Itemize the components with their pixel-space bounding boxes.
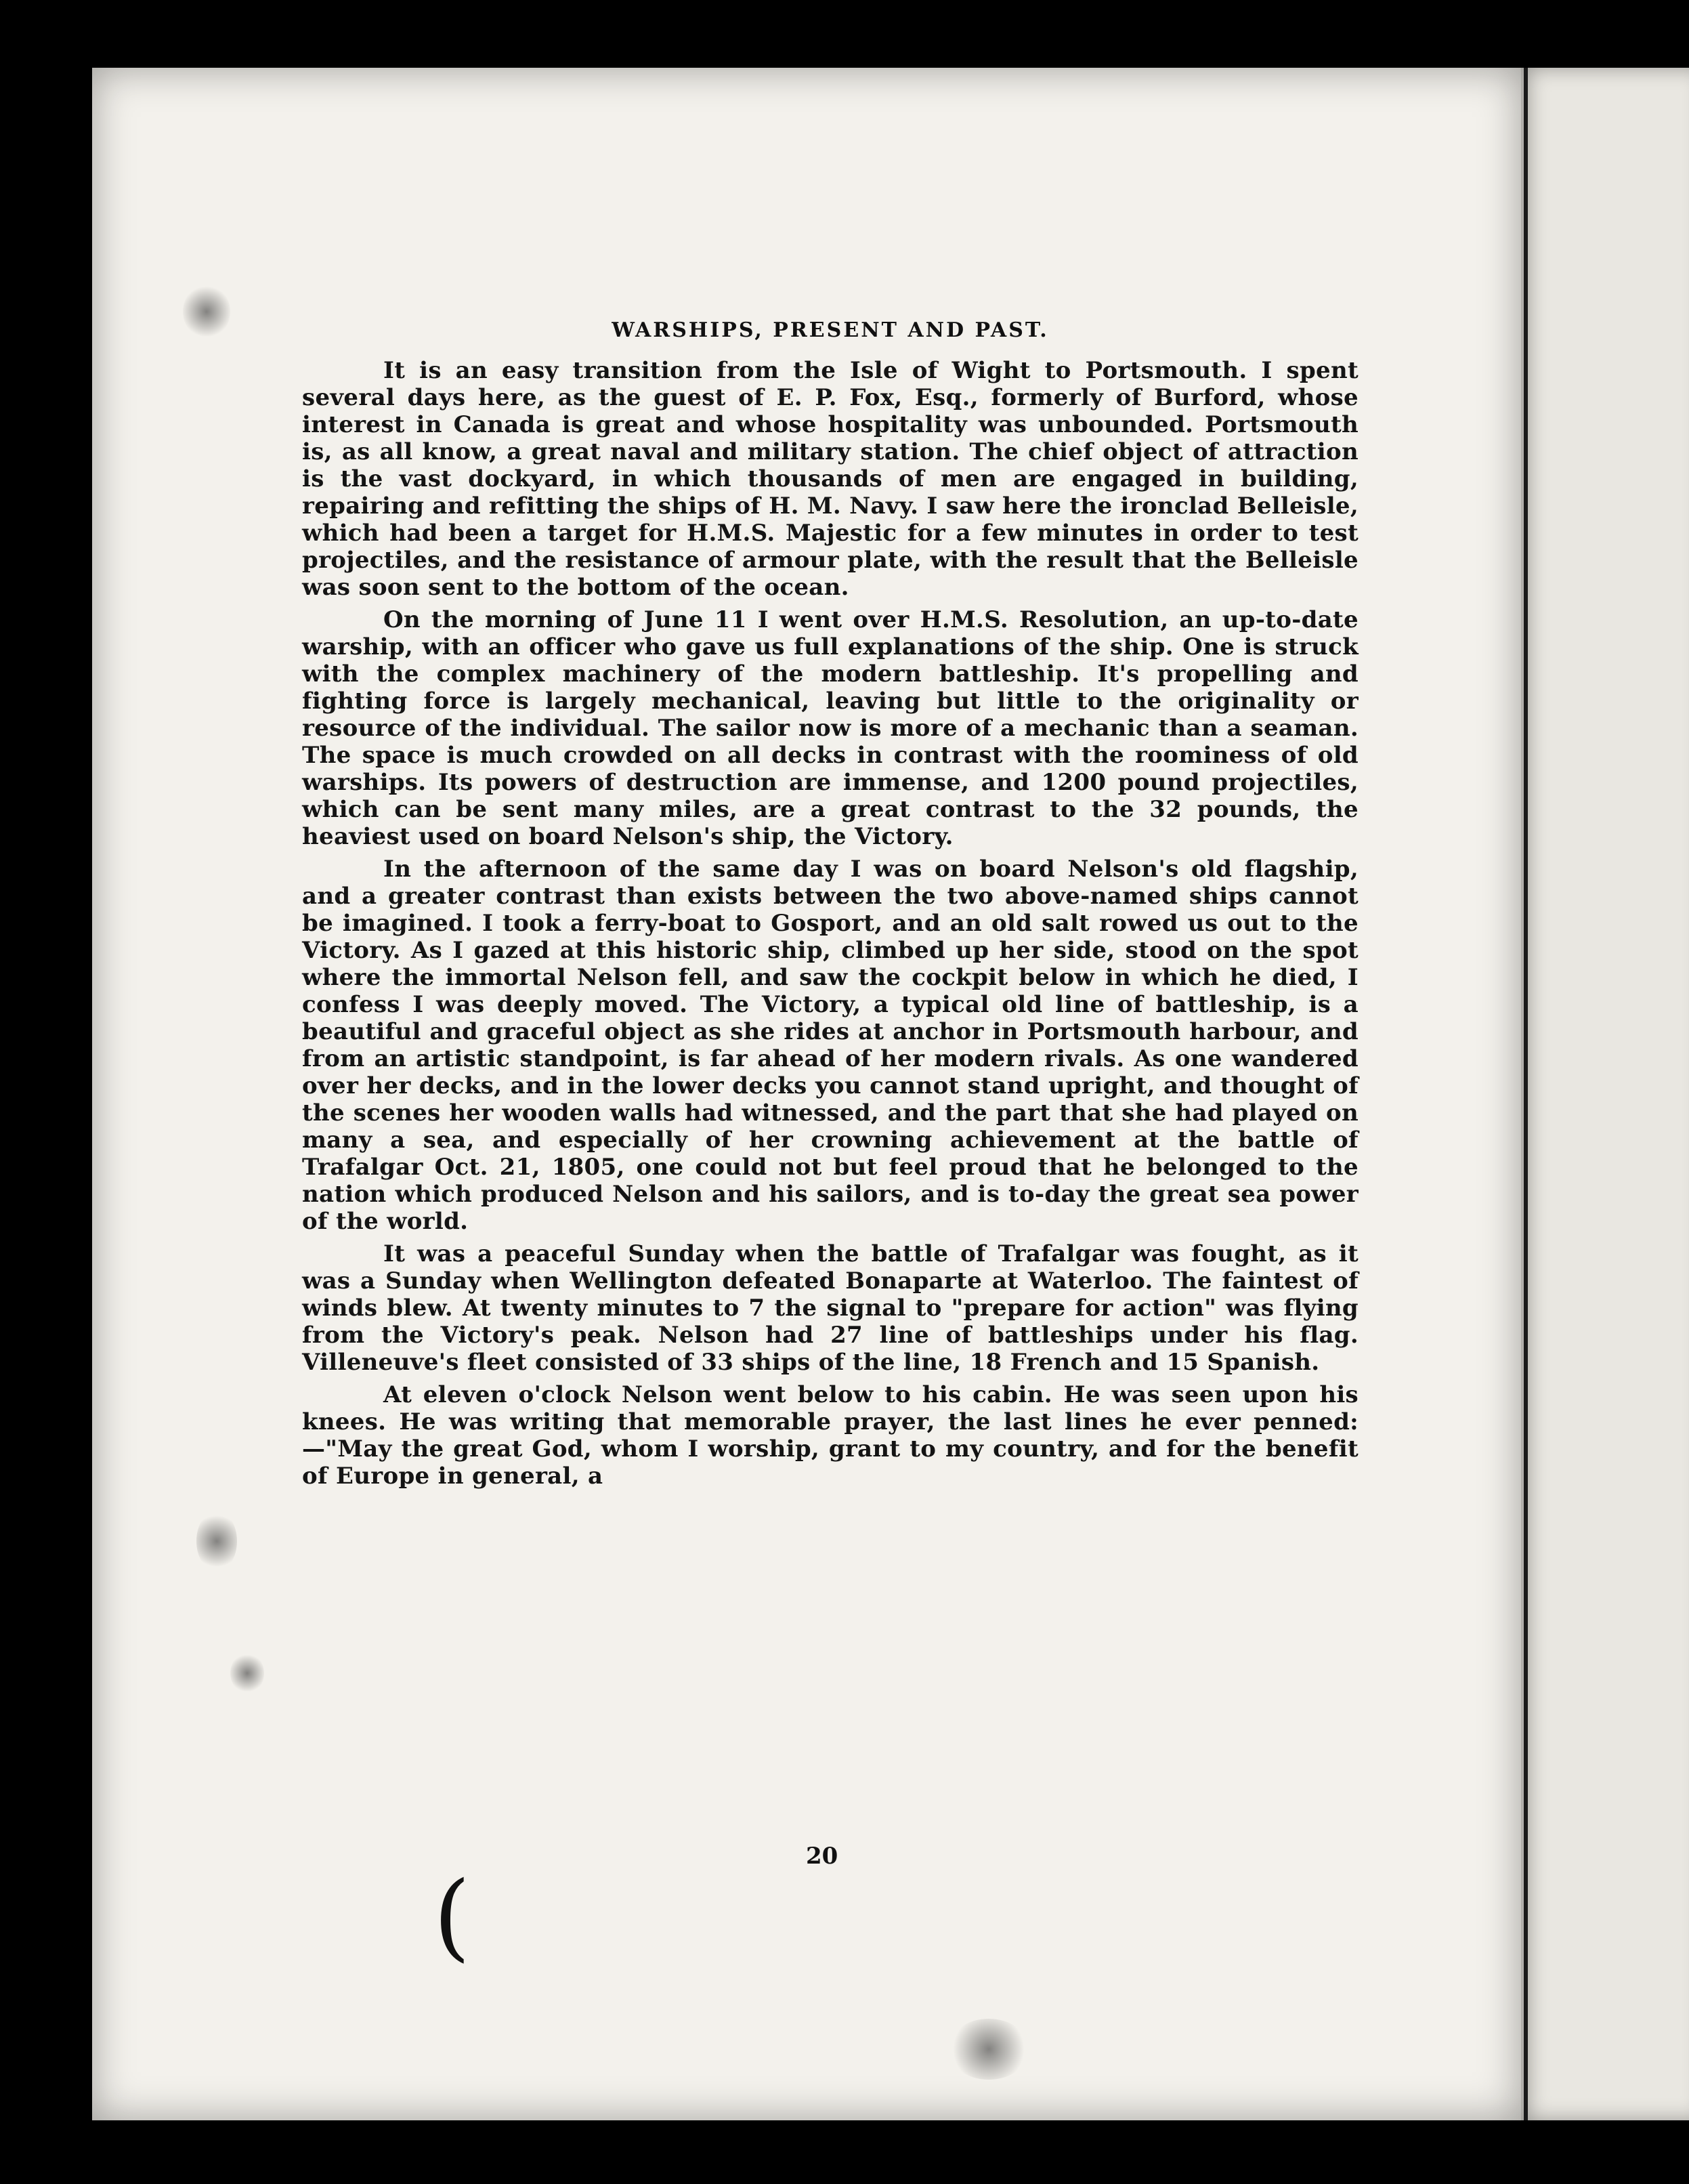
paragraph: In the afternoon of the same day I was on board Nelson's old flagship, and a greater contrast than exists between the two above-named ships cannot be imagined. I took a ferry-boat to Gosport, and an old salt rowed us out to the Victory. As I gazed at this historic ship, climbed up her side, stood on the spot where the immortal Nelson fell, and saw the cockpit below in which he died, I confess I was deeply moved. The Victory, a typical old line of battleship, is a beautiful and graceful object as she rides at anchor in Portsmouth harbour, and from an artistic standpoint, is far ahead of her modern rivals. As one wandered over her decks, and in the lower decks you cannot stand upright, and thought of the scenes her wooden walls had witnessed, and the part that she had played on many a sea, and especially of her crowning achievement at the battle of Trafalgar Oct. 21, 1805, one could not but feel proud that he belonged to the nation which produced Nelson and his sailors, and is to-day the great sea power of the world. (302, 856, 1359, 1235)
margin-mark: ( (433, 1862, 471, 1972)
page-number: 20 (806, 1843, 838, 1870)
page-fold (1524, 68, 1528, 2120)
ink-blot (948, 2019, 1029, 2080)
document-body (302, 318, 1359, 1495)
ink-blot (196, 1511, 237, 1572)
paragraph: At eleven o'clock Nelson went below to his cabin. He was seen upon his knees. He was writing that memorable prayer, the last lines he ever penned:—"May the great God, whom I worship, grant to my country, and for the benefit of Europe in general, a (302, 1381, 1359, 1490)
ink-blot (230, 1653, 264, 1694)
adjacent-page-edge (1521, 68, 1689, 2120)
paragraph: On the morning of June 11 I went over H.M.S. Resolution, an up-to-date warship, with an officer who gave us full explanations of the ship. One is struck with the complex machinery of the modern battleship. It's propelling and fighting force is largely mechanical, leaving but little to the originality or resource of the individual. The sailor now is more of a mechanic than a seaman. The space is much crowded on all decks in contrast with the roominess of old warships. Its powers of destruction are immense, and 1200 pound projectiles, which can be sent many miles, are a great contrast to the 32 pounds, the heaviest used on board Nelson's ship, the Victory. (302, 606, 1359, 850)
section-title: WARSHIPS, PRESENT AND PAST. (612, 318, 1049, 342)
paragraph: It is an easy transition from the Isle of Wight to Portsmouth. I spent several days here, as the guest of E. P. Fox, Esq., formerly of Burford, whose interest in Canada is great and whose hospitality was unbounded. Portsmouth is, as all know, a great naval and military station. The chief object of attraction is the vast dockyard, in which thousands of men are engaged in building, repairing and refitting the ships of H. M. Navy. I saw here the ironclad Belleisle, which had been a target for H.M.S. Majestic for a few minutes in order to test projectiles, and the resistance of armour plate, with the result that the Belleisle was soon sent to the bottom of the ocean. (302, 357, 1359, 601)
paragraph: It was a peaceful Sunday when the battle of Trafalgar was fought, as it was a Sunday when Wellington defeated Bonaparte at Waterloo. The faintest of winds blew. At twenty minutes to 7 the signal to "prepare for action" was flying from the Victory's peak. Nelson had 27 line of battleships under his flag. Villeneuve's fleet consisted of 33 ships of the line, 18 French and 15 Spanish. (302, 1240, 1359, 1376)
ink-blot (183, 285, 230, 339)
